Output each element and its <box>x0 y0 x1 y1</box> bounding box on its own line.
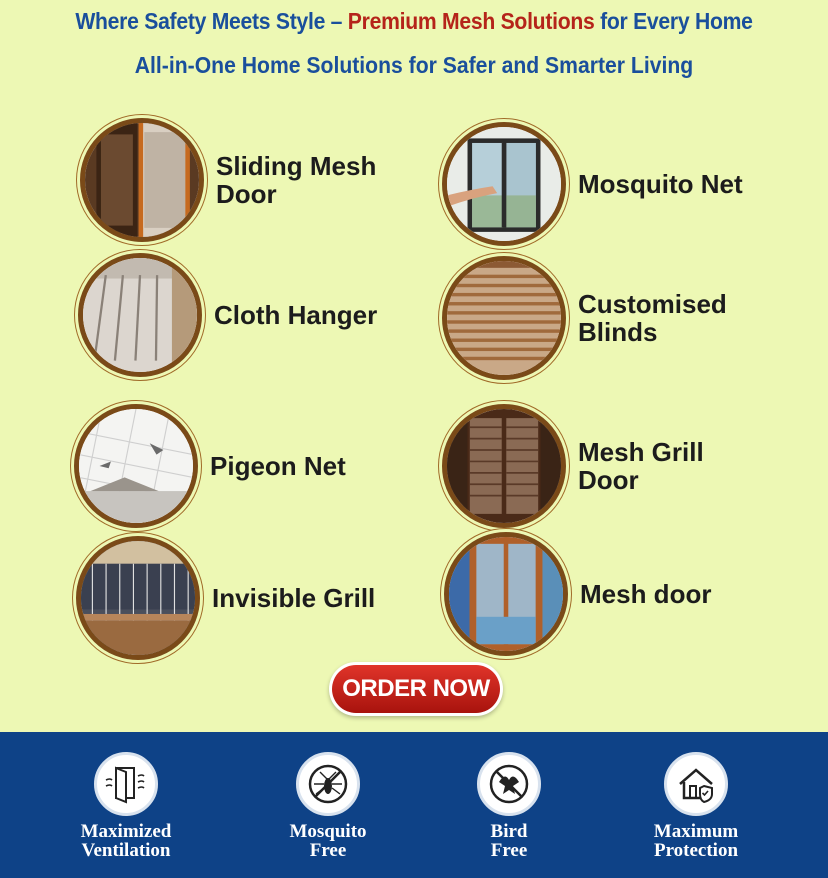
mesh-door-photo-icon <box>444 532 568 656</box>
product-invisible-grill[interactable] <box>76 536 375 660</box>
feature-label-line1: Maximum <box>653 821 739 842</box>
feature-label <box>606 822 786 860</box>
feature-label <box>238 822 418 860</box>
feature-label-line1: Bird <box>490 821 528 842</box>
product-label: Invisible Grill <box>212 583 376 613</box>
order-now-wrapper <box>329 662 503 716</box>
product-label: Sliding Mesh Door <box>216 151 377 209</box>
feature-label-line1: Maximized <box>80 821 172 842</box>
product-label: Pigeon Net <box>210 451 346 481</box>
product-mosquito-net[interactable] <box>442 122 743 246</box>
feature-bird-free <box>419 752 599 860</box>
product-mesh-door[interactable] <box>444 532 711 656</box>
house-shield-icon <box>664 752 728 816</box>
headline-part1: Where Safety Meets Style – <box>75 8 348 34</box>
feature-label-line2: Free <box>490 840 528 861</box>
no-mosquito-icon <box>296 752 360 816</box>
product-cloth-hanger[interactable] <box>78 253 377 377</box>
product-mesh-grill-door[interactable] <box>442 404 768 528</box>
product-label: Customised Blinds <box>578 289 727 347</box>
window-ventilation-icon <box>94 752 158 816</box>
sliding-door-photo-icon <box>80 118 204 242</box>
subheadline: All-in-One Home Solutions for Safer and Smarter Living <box>134 52 694 78</box>
feature-label-line2: Ventilation <box>81 840 171 861</box>
product-sliding-mesh-door[interactable] <box>80 118 406 242</box>
mosquito-net-window-photo-icon <box>442 122 566 246</box>
product-pigeon-net[interactable] <box>74 404 346 528</box>
feature-label <box>419 822 599 860</box>
product-label: Mosquito Net <box>578 169 743 199</box>
feature-label-line2: Free <box>309 840 347 861</box>
headline-part2: for Every Home <box>594 8 753 34</box>
feature-label-line1: Mosquito <box>289 821 367 842</box>
invisible-grill-photo-icon <box>76 536 200 660</box>
order-now-button[interactable]: ORDER NOW <box>332 665 500 713</box>
feature-maximized-ventilation <box>36 752 216 860</box>
blinds-photo-icon <box>442 256 566 380</box>
product-label: Mesh door <box>580 579 712 609</box>
headline-highlight: Premium Mesh Solutions <box>347 8 595 34</box>
no-bird-icon <box>477 752 541 816</box>
product-customised-blinds[interactable] <box>442 256 768 380</box>
mesh-grill-door-photo-icon <box>442 404 566 528</box>
product-label: Cloth Hanger <box>214 300 378 330</box>
product-label: Mesh Grill Door <box>578 437 704 495</box>
headline <box>33 8 795 35</box>
feature-mosquito-free <box>238 752 418 860</box>
cloth-hanger-photo-icon <box>78 253 202 377</box>
feature-maximum-protection <box>606 752 786 860</box>
feature-label <box>36 822 216 860</box>
pigeon-net-photo-icon <box>74 404 198 528</box>
feature-label-line2: Protection <box>653 840 739 861</box>
features-footer <box>0 732 828 878</box>
